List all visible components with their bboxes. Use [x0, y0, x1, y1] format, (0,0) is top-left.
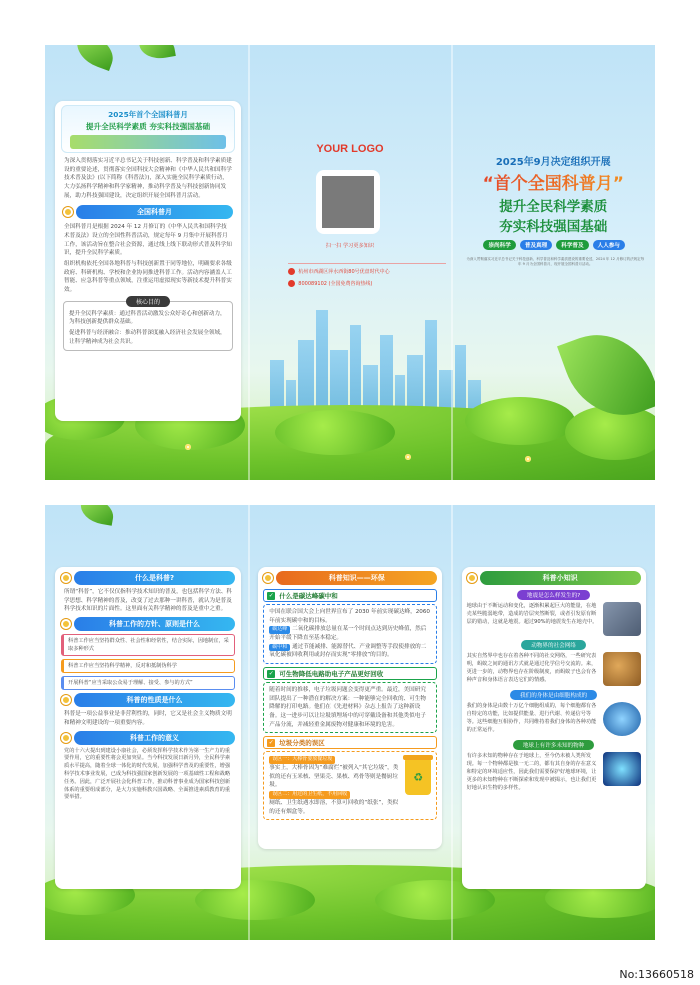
- section-text-2: 组织机构依托全国各地科普与科技创新置于同等地位，明确要求各级政府、科研机构、学校和企业协同推进科普工作。活动内容涵盖人工智能、应急科普等重点领域，注重运用虚拟现实等新技术提升科普实效。: [64, 260, 232, 293]
- k3-row: [467, 702, 641, 736]
- badge-icon: [61, 695, 71, 705]
- tag-chip: 人人参与: [593, 240, 625, 250]
- goal-title: 核心目的: [126, 296, 170, 307]
- brochure-inside-sheet: [45, 505, 655, 940]
- q3-heading: [61, 693, 235, 707]
- eco-card: [258, 567, 442, 849]
- phone-icon: [288, 280, 295, 287]
- q2-heading: [61, 617, 235, 631]
- bottom-middle-panel: [248, 505, 451, 940]
- badge-icon: [467, 573, 477, 583]
- section-title: 全国科普月: [76, 205, 233, 219]
- knowledge-card: [462, 567, 646, 889]
- check-icon: ✓: [268, 591, 274, 599]
- s1-tag-1-text: 二氧化碳排放总量在某一个时间点达到历史峰值，然后开始平缓下降直至基本稳定。: [269, 626, 427, 642]
- image-id-watermark: No:13660518: [619, 968, 694, 981]
- k2-text: 其实自然界中也存在着各种不同的社交网络，一些研究表明，蚂蚁之间的通讯方式就是通过化学信号交流的。来，更进一步的，动物界也存在阶级制度，而蚂蚁子也会有各种声音和身体语言表达它们的情感。: [466, 653, 597, 684]
- date-line: 2025年9月决定组织开展: [495, 157, 611, 168]
- address-text: 杭州市西湖区萍水西街80号优盘时代中心: [298, 269, 390, 275]
- s1-tag-2-text: 通过节能减排、能源替代、产业调整等手段使排放的二氧化碳被回收利用或封存而实现“零排放”的目的。: [269, 643, 427, 659]
- badge-icon: [61, 619, 71, 629]
- intro-text: 为深入贯彻落实习近平总书记关于科技创新、科学普及和科学素质建设的重要论述，贯彻落实全国科技大会精神和《中华人民共和国科学技术普及法》(以下简称《科普法》)，深入实施全民科学素质行动，大力弘扬科学精神和科学家精神，推动科学普及与科技创新协同发展，助力科技强国建设，决定组织开展全国科普月活动。: [64, 158, 232, 199]
- brochure-outside-sheet: [45, 45, 655, 480]
- main-title: “首个全国科普月”: [452, 169, 655, 194]
- badge-icon: [263, 573, 273, 583]
- tag-chip: 普及真理: [520, 240, 552, 250]
- section-heading-row: [63, 205, 233, 219]
- header-line1: 2025年首个全国科普月: [108, 110, 188, 119]
- principle-item: 科普工作应当坚持群众性、社会性和经常性，结合实际，因地制宜，采取多种形式: [61, 634, 235, 656]
- s1-tag-2: 碳中和: [269, 644, 290, 652]
- check-icon: ✓: [268, 669, 274, 677]
- s1-box: [263, 604, 437, 664]
- k1-label-row: [467, 590, 641, 600]
- card-header: [61, 105, 235, 153]
- s1-tag-1: 碳达峰: [269, 626, 290, 634]
- divider: [288, 263, 445, 264]
- s3-heading: [263, 736, 437, 749]
- eco-title: 科普知识——环保: [276, 571, 437, 585]
- address-row: [288, 268, 389, 275]
- k4-row: [467, 752, 641, 792]
- header-line2: 提升全民科学素质 夯实科技强国基础: [85, 122, 211, 131]
- s2-text: 随着时间的推移，电子垃圾问题会变得更严重。最近，美国研究团队提出了一种潜在的解决方案：一种能够完全回收的、可生物降解的打印电路。他们在《先进材料》杂志上报告了这种新设备。这一进步可以让垃圾填埋场中的可穿戴设备和其他类似电子产品分流，并减轻重金属废物对健康和环境的危害。: [263, 682, 437, 733]
- k1-label: 地震是怎么样发生的?: [517, 590, 590, 600]
- k1-text: 地球由于不断运动和变化，逐渐积累起巨大的能量，在地壳某些脆弱地带，造成的岩层突然断裂，或者引发原有断层的错动，这就是地震。超过90%的地震发生在地壳中。: [466, 603, 598, 626]
- top-right-panel: [452, 45, 655, 480]
- s1-text: 中国在联合国大会上向世界宣布了 2030 年前实现碳达峰，2060 年前实现碳中和的目标。: [269, 609, 430, 624]
- q2-title: 科普工作的方针、原则是什么: [74, 617, 235, 631]
- recycle-bin-icon: ♻: [405, 759, 431, 795]
- s3-text-2: 厕纸、卫生纸遇水即溶，不算可回收的“纸张”，类似的还有烟盒等。: [269, 799, 399, 815]
- badge-icon: [63, 207, 73, 217]
- s3-text-1: 事实上，大棒骨因为“难腐烂”被列入“其它垃圾”，类似的还有玉米核、坚果壳、果核、鸡骨等则是餐厨垃圾。: [269, 765, 399, 789]
- species-photo: [603, 752, 641, 786]
- city-banner-image: [70, 135, 226, 149]
- s2-heading: [263, 667, 437, 680]
- eco-heading: [263, 571, 437, 585]
- principle-item: 科普工作应当坚持科学精神，反对和抵制伪科学: [61, 659, 235, 673]
- animal-photo: [603, 652, 641, 686]
- badge-icon: [61, 573, 71, 583]
- k2-row: [467, 652, 641, 686]
- s2-title: 可生物降低电路助电子产品更好回收: [279, 670, 384, 679]
- qr-caption: 扫一扫 学习更多知识: [325, 243, 375, 249]
- s1-heading: [263, 589, 437, 602]
- k3-label: 我们的身体是由细胞构成的: [510, 690, 597, 700]
- intro-card: [55, 101, 241, 421]
- k3-label-row: [467, 690, 641, 700]
- knowledge-title: 科普小知识: [480, 571, 641, 585]
- q4-heading: [61, 731, 235, 745]
- k1-row: [467, 602, 641, 636]
- badge-icon: [61, 733, 71, 743]
- k4-label: 地球上有许多未知的物种: [513, 740, 595, 750]
- subtitle-1: 提升全民科学素质: [499, 199, 608, 215]
- logo-text: YOUR LOGO: [316, 143, 384, 155]
- k2-label-row: [467, 640, 641, 650]
- cell-photo: [603, 702, 641, 736]
- s3-title: 垃圾分类的误区: [279, 739, 325, 748]
- q2-list: [61, 634, 235, 690]
- s3-tag-2: 误区二：用过的卫生纸，不用回收: [269, 791, 350, 799]
- q4-text: 党的十六大提出到建设小康社会，必须发挥科学技术作为第一生产力的重要作用，它的重要性将会更加突显。当今科技发展日新月异，全民科学素质水平提高，随着全球一体化的时代发展，加强科学普及的重要性，增强科学技术事业发展，已成为科技强国家创新发展的一项基础性工程和战略任务。因此，广泛开展社会化科普工作，推动科普事业成为国家科技创新体系的重要组成部分，是大力实施科教兴国战略、全面推进素质教育的重要举措。: [64, 747, 231, 801]
- tiny-description: 为深入贯彻落实习近平总书记关于科技创新、科学普及和科学素质建设的重要论述，2024 年 12 月修订的法规定每年 9 月为全国科普月，现开展全国科普月活动。: [466, 257, 645, 267]
- principle-item: 开展科普“应当采取公众易于理解、接受、参与的方式”: [61, 676, 235, 690]
- tag-row: [464, 240, 645, 250]
- knowledge-heading: [467, 571, 641, 585]
- k3-text: 我们的身体是由数十万亿个细胞组成的，每个细胞都有各自特定的功能，比如提供能量、进行代谢、传递信号等等。这些细胞互相协作，共同维持着我们身体的各种功能的正常运作。: [466, 703, 597, 734]
- tag-chip: 崇尚科学: [483, 240, 515, 250]
- q4-title: 科普工作的意义: [74, 731, 235, 745]
- s3-tag-1: 误区一：大棒骨要放餐垃圾: [269, 756, 335, 764]
- k2-label: 动物界的社会网络: [521, 640, 586, 650]
- section-text-1: 全国科普月是根据 2024 年 12 月修订的《中华人民共和国科学技术普及法》设立的全国性科普活动，规定每年 9 月集中开展科普月工作，该活动旨在整合社会资源，通过线上线下联动形式普及科学知识，提升全民科学素质。: [64, 224, 232, 257]
- top-left-panel: [45, 45, 248, 480]
- q1-title: 什么是科普?: [74, 571, 235, 585]
- s1-title: 什么是碳达峰碳中和: [279, 592, 338, 600]
- q1-heading: [61, 571, 235, 585]
- q3-title: 科普的性质是什么: [74, 693, 235, 707]
- goal-text-2: 促进科普与经济融合：推动科普深度融入经济社会发展全领域，让科学精神成为社会共识。: [69, 329, 226, 345]
- location-pin-icon: [288, 268, 295, 275]
- bottom-right-panel: [452, 505, 655, 940]
- s3-box: [263, 751, 437, 820]
- q3-text: 科普是一项公益事业是非营利性的，同时，它又是社会主义物质文明和精神文明建设的一项重要内容。: [64, 711, 232, 726]
- qr-code-frame[interactable]: [316, 170, 380, 234]
- phone-row: [288, 280, 372, 287]
- top-middle-panel: [248, 45, 451, 480]
- check-icon: ✓: [268, 738, 274, 746]
- earthquake-photo: [603, 602, 641, 636]
- goal-text-1: 提升全民科学素质：通过科普活动激发公众好奇心和创新动力，为科技创新提供群众基础。: [69, 310, 226, 326]
- phone-text: 800089102 (全国免费咨询热线): [298, 281, 373, 287]
- qr-code-placeholder: [322, 176, 374, 228]
- bottom-left-panel: [45, 505, 248, 940]
- tag-chip: 科学普及: [556, 240, 588, 250]
- q1-text: 所谓“科普”，它不仅仅指科学技术知识的普及，也包括科学方法、科学思想、科学精神的普及，改变了过去那种一讲科普，就认为是普及科学技术知识的片面性。这里面有关科学精神的普及是重中之重。: [64, 589, 233, 613]
- subtitle-2: 夯实科技强国基础: [499, 219, 608, 235]
- s3-text-col: [269, 755, 401, 816]
- faq-card: [55, 567, 241, 889]
- goal-box: [63, 298, 233, 352]
- k4-label-row: [467, 740, 641, 750]
- k4-text: 有许多未知的物种存在于地球上，至今仍未被人类所发现。每一个物种都是独一无二的，都有其自身的存在意义和特定的环境适应性，因此我们需要保护好地球环境，让更多的未知物种在不断探索和发现中被揭示，也让我们更好地认识生物的多样性。: [466, 753, 597, 792]
